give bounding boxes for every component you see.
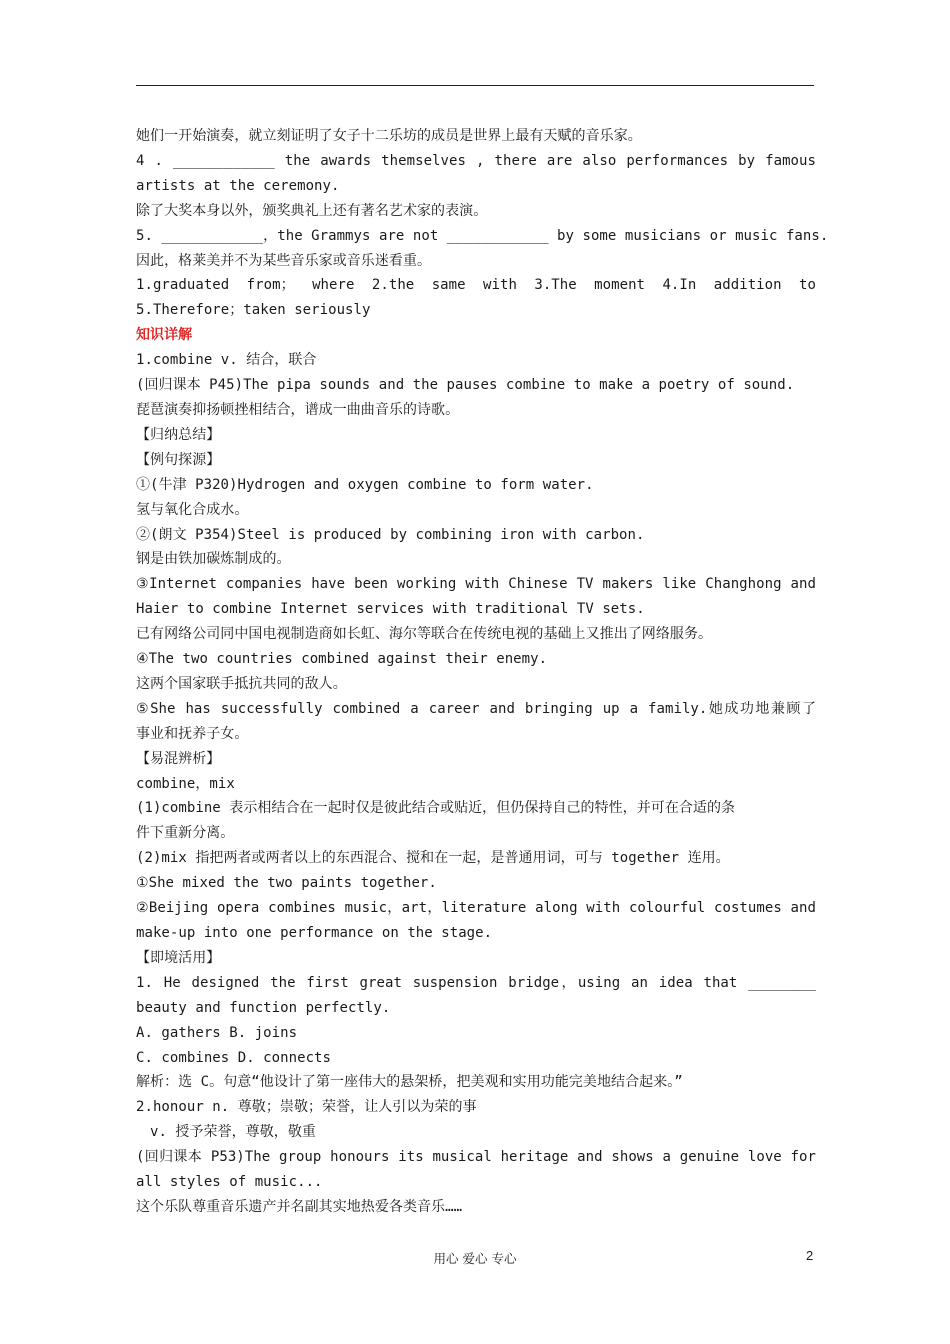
text-line: 氢与氧化合成水。 [136, 501, 249, 518]
text-line: ①She mixed the two paints together. [136, 875, 437, 892]
text-line: 这两个国家联手抵抗共同的敌人。 [136, 675, 347, 692]
text-line: 1.combine v. 结合，联合 [136, 352, 317, 369]
text-line: 钢是由铁加碳炼制成的。 [136, 551, 291, 568]
page-number: 2 [806, 1248, 814, 1263]
text-line: 除了大奖本身以外，颁奖典礼上还有著名艺术家的表演。 [136, 202, 488, 219]
text-line: 【例句探源】 [136, 451, 221, 468]
text-line: 1.graduated from； where 2.the same with 3.The moment 4.In addition to [136, 277, 816, 294]
text-line: artists at the ceremony. [136, 177, 340, 194]
text-line: combine，mix [136, 775, 235, 792]
text-line: 【易混辨析】 [136, 750, 221, 767]
text-line: (2)mix 指把两者或两者以上的东西混合、搅和在一起，是普通用词，可与 together 连用。 [136, 850, 730, 867]
text-line: C. combines D. connects [136, 1049, 332, 1066]
page-footer: 用心 爱心 专心 [433, 1251, 517, 1266]
text-line: 【即境活用】 [136, 949, 221, 966]
text-line: ②(朗文 P354)Steel is produced by combining iron with carbon. [136, 526, 645, 543]
text-line: 2.honour n. 尊敬；崇敬；荣誉，让人引以为荣的事 [136, 1099, 477, 1116]
text-line: Haier to combine Internet services with traditional TV sets. [136, 601, 645, 618]
text-line: ⑤She has successfully combined a career and bringing up a family.她成功地兼顾了 [136, 700, 816, 717]
text-line: 件下重新分离。 [136, 825, 235, 842]
header-rule [136, 85, 814, 86]
text-line: all styles of music... [136, 1174, 323, 1191]
text-line: 琵琶演奏抑扬顿挫相结合，谱成一曲曲音乐的诗歌。 [136, 401, 460, 418]
text-line: 事业和抚养子女。 [136, 725, 249, 742]
document-body [136, 124, 829, 1220]
text-line: 1. He designed the first great suspension bridge，using an idea that ________ [136, 974, 816, 991]
text-line: 这个乐队尊重音乐遗产并名副其实地热爱各类音乐…… [136, 1198, 463, 1215]
text-line: 因此，格莱美并不为某些音乐家或音乐迷看重。 [136, 252, 432, 269]
text-line: ④The two countries combined against their enemy. [136, 651, 548, 668]
text-line: ③Internet companies have been working with Chinese TV makers like Changhong and [136, 576, 816, 593]
text-line: (1)combine 表示相结合在一起时仅是彼此结合或贴近，但仍保持自己的特性，并可在合适的条 [136, 800, 736, 817]
text-line: beauty and function perfectly. [136, 999, 391, 1016]
text-line: v. 授予荣誉，尊敬，敬重 [150, 1124, 316, 1141]
text-line: 4 . ____________ the awards themselves , there are also performances by famous [136, 152, 816, 169]
text-line: (回归课本 P53)The group honours its musical heritage and shows a genuine love for [136, 1149, 816, 1166]
text-line: ②Beijing opera combines music，art，literature along with colourful costumes and [136, 900, 816, 917]
text-line: 5.Therefore；taken seriously [136, 302, 371, 319]
text-line: 5. ____________，the Grammys are not ____________ by some musicians or music fans. [136, 227, 829, 244]
text-line: (回归课本 P45)The pipa sounds and the pauses combine to make a poetry of sound. [136, 377, 795, 394]
text-line: 她们一开始演奏，就立刻证明了女子十二乐坊的成员是世界上最有天赋的音乐家。 [136, 128, 642, 144]
text-line: 解析：选 C。句意“他设计了第一座伟大的悬架桥，把美观和实用功能完美地结合起来。” [136, 1074, 683, 1091]
text-line: 已有网络公司同中国电视制造商如长虹、海尔等联合在传统电视的基础上又推出了网络服务。 [136, 626, 713, 643]
text-line: make-up into one performance on the stage. [136, 925, 493, 941]
section-heading: 知识详解 [136, 327, 193, 344]
text-line: A. gathers B. joins [136, 1024, 298, 1041]
text-line: ①(牛津 P320)Hydrogen and oxygen combine to form water. [136, 476, 594, 493]
text-line: 【归纳总结】 [136, 426, 221, 443]
